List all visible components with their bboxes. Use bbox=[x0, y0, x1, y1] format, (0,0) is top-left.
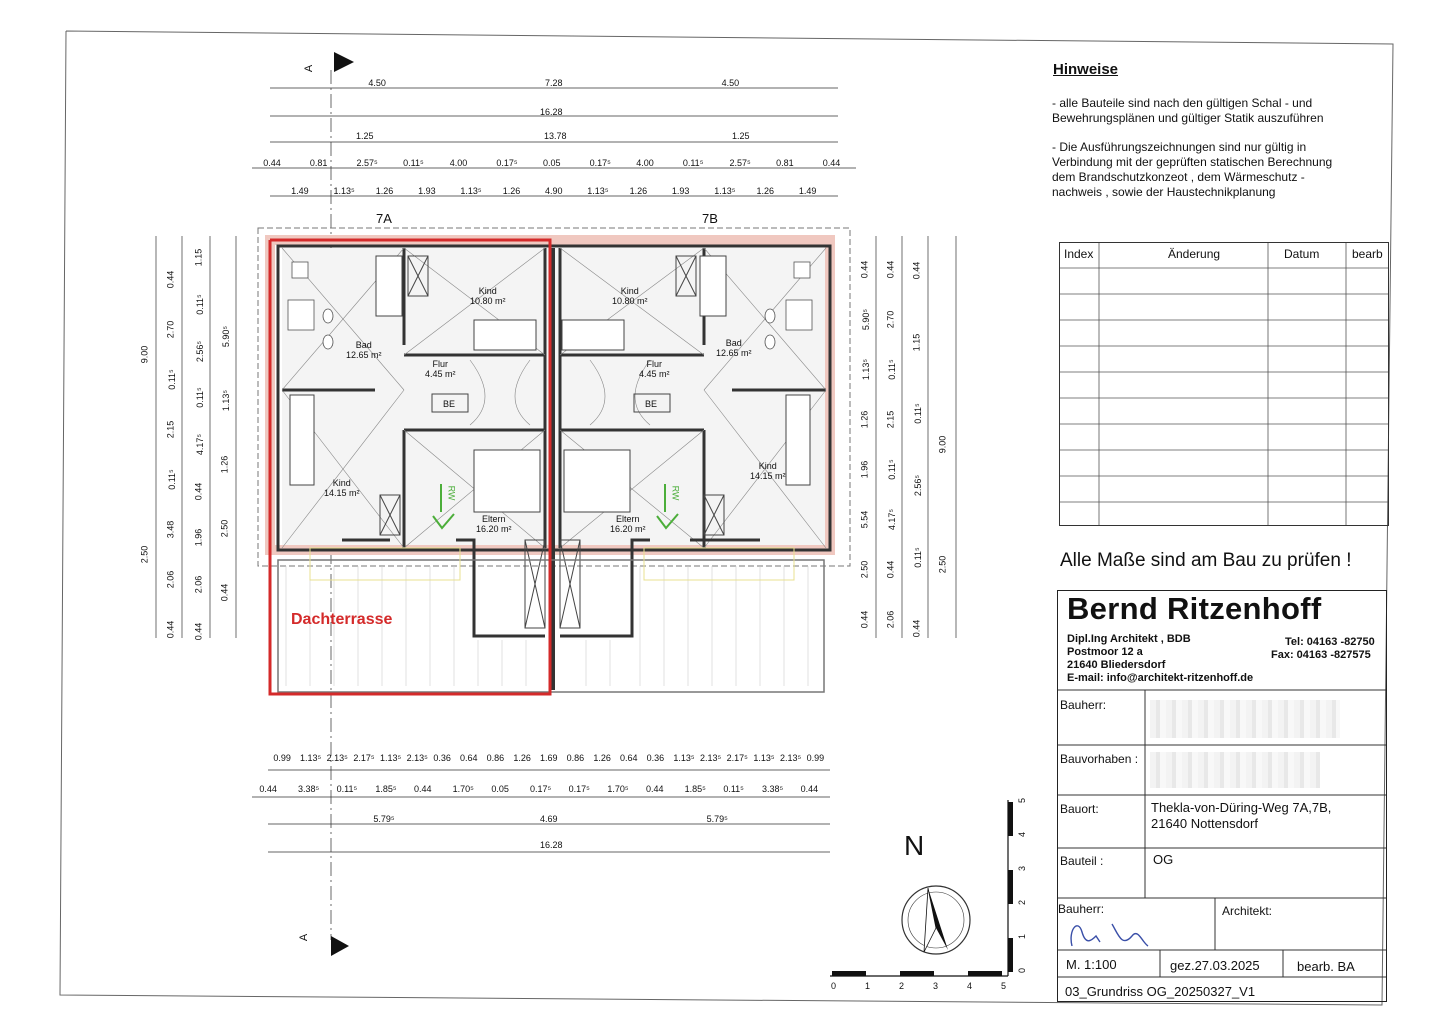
note-2-line-1: - Die Ausführungszeichnungen sind nur gültig in bbox=[1052, 140, 1307, 154]
left-dim-col1-1: 2.50 bbox=[139, 545, 150, 564]
bottom-dim-row1-18: 1.13⁵ bbox=[753, 753, 775, 763]
revision-table bbox=[1059, 242, 1389, 526]
scale-tick-h-5: 5 bbox=[1001, 981, 1007, 991]
rev-header-date: Datum bbox=[1284, 247, 1320, 261]
top-dim-row5-3: 1.93 bbox=[418, 186, 436, 196]
top-dim-row2-0: 16.28 bbox=[540, 107, 563, 117]
house-b-label: 7B bbox=[702, 211, 718, 226]
bottom-dim-row1-9: 1.26 bbox=[513, 753, 531, 763]
right-dim-col1-7: 0.44 bbox=[859, 610, 870, 629]
note-2-line-2: Verbindung mit der geprüften statischen Berechnung bbox=[1052, 155, 1333, 169]
note-2-line-4: nachweis , sowie der Haustechnikplanung bbox=[1052, 185, 1276, 199]
scale-tick-h-2: 2 bbox=[899, 981, 905, 991]
right-dim-col3-1: 1.15 bbox=[911, 333, 922, 351]
right-dim-col1-6: 2.50 bbox=[859, 560, 870, 579]
client-redacted bbox=[1150, 700, 1340, 738]
scale-tick-h-3: 3 bbox=[933, 981, 939, 991]
bottom-dim-row1-6: 0.36 bbox=[433, 753, 451, 763]
bottom-dim-row2-11: 1.85⁵ bbox=[684, 784, 706, 794]
right-dim-col2-0: 0.44 bbox=[885, 260, 896, 279]
top-dim-row5-6: 4.90 bbox=[545, 186, 563, 196]
bottom-dim-row2-9: 1.70⁵ bbox=[607, 784, 629, 794]
bottom-dim-row4-0: 16.28 bbox=[540, 840, 563, 850]
scale-tick-v-4: 4 bbox=[1017, 831, 1028, 838]
right-dim-col3-0: 0.44 bbox=[911, 261, 922, 280]
bottom-dim-row1-20: 0.99 bbox=[806, 753, 825, 763]
top-dim-row4-4: 4.00 bbox=[449, 158, 468, 168]
left-dim-col3-4: 4.17⁵ bbox=[195, 433, 206, 456]
bottom-dim-row2-3: 1.85⁵ bbox=[375, 784, 397, 794]
top-dim-row5-7: 1.13⁵ bbox=[587, 186, 609, 196]
right-dim-col2-2: 0.11⁵ bbox=[886, 359, 897, 380]
bottom-dim-row2-12: 0.11⁵ bbox=[723, 784, 744, 794]
scale-tick-h-4: 4 bbox=[967, 981, 973, 991]
top-dim-row1-2: 4.50 bbox=[721, 78, 740, 88]
scale-tick-v-5: 5 bbox=[1017, 797, 1028, 804]
scale-tick-h-1: 1 bbox=[865, 981, 871, 991]
left-dim-col4-1: 1.13⁵ bbox=[221, 389, 232, 412]
left-dim-col3-3: 0.11⁵ bbox=[194, 387, 205, 409]
left-dim-col2-4: 0.11⁵ bbox=[166, 469, 177, 490]
bottom-dim-row2-8: 0.17⁵ bbox=[568, 784, 590, 794]
bottom-dim-row3-0: 5.79⁵ bbox=[373, 814, 395, 824]
be-b-label: BE bbox=[645, 399, 658, 409]
top-dim-row1-0: 4.50 bbox=[368, 78, 386, 88]
right-dim-col1-2: 1.13⁵ bbox=[861, 358, 872, 381]
room-kind-a2: Kind 14.15 m² bbox=[324, 478, 360, 498]
right-dim-col1-5: 5.54 bbox=[859, 510, 870, 529]
top-dim-row5-0: 1.49 bbox=[291, 186, 309, 196]
left-dim-col2-2: 0.11⁵ bbox=[166, 369, 177, 390]
scale-tick-v-2: 2 bbox=[1017, 899, 1028, 906]
right-dim-col1-1: 5.90⁵ bbox=[861, 308, 872, 331]
bottom-dim-row1-11: 0.86 bbox=[566, 753, 585, 763]
bottom-dim-row2-4: 0.44 bbox=[414, 784, 432, 794]
note-2-line-3: dem Brandschutzkonzeot , dem Wärmeschutz - bbox=[1052, 170, 1305, 184]
architect-sign-label: Architekt: bbox=[1222, 904, 1273, 918]
left-dim-col3-6: 1.96 bbox=[193, 529, 204, 547]
top-dim-row3-2: 1.25 bbox=[732, 131, 750, 141]
top-dim-row5-1: 1.13⁵ bbox=[333, 186, 355, 196]
top-dim-row1-1: 7.28 bbox=[545, 78, 563, 88]
house-a-label: 7A bbox=[376, 211, 392, 226]
note-1-line-2: Bewehrungsplänen und gültiger Statik auszuführen bbox=[1052, 111, 1324, 125]
architect-name: Bernd Ritzenhoff bbox=[1067, 591, 1322, 626]
top-dim-row5-4: 1.13⁵ bbox=[460, 186, 482, 196]
right-dim-col3-3: 2.56⁵ bbox=[913, 474, 924, 496]
be-a-label: BE bbox=[443, 399, 456, 409]
bottom-dim-row2-2: 0.11⁵ bbox=[336, 784, 358, 794]
client-label: Bauherr: bbox=[1060, 698, 1107, 712]
bottom-dim-row2-14: 0.44 bbox=[800, 784, 819, 794]
top-dim-row4-8: 4.00 bbox=[636, 158, 654, 168]
bottom-dim-row1-3: 2.17⁵ bbox=[353, 753, 375, 763]
part-label: Bauteil : bbox=[1060, 854, 1104, 868]
bottom-dim-row2-13: 3.38⁵ bbox=[762, 784, 784, 794]
top-dim-row4-6: 0.05 bbox=[543, 158, 561, 168]
bottom-dim-row1-13: 0.64 bbox=[620, 753, 638, 763]
left-dim-col3-7: 2.06 bbox=[193, 575, 204, 594]
left-dim-col3-5: 0.44 bbox=[193, 482, 204, 500]
top-dim-row3-0: 1.25 bbox=[356, 131, 374, 141]
left-dim-col3-1: 0.11⁵ bbox=[194, 294, 205, 315]
bottom-dim-row1-2: 2.13⁵ bbox=[326, 753, 348, 763]
location-label: Bauort: bbox=[1060, 802, 1099, 816]
top-dim-row4-9: 0.11⁵ bbox=[682, 158, 704, 168]
part-value: OG bbox=[1153, 852, 1174, 867]
architect-street: Postmoor 12 a bbox=[1067, 646, 1143, 658]
left-dim-col4-4: 0.44 bbox=[219, 583, 230, 602]
editor-value: bearb. BA bbox=[1297, 959, 1355, 974]
file-name: 03_Grundriss OG_20250327_V1 bbox=[1065, 984, 1256, 999]
dimension-check-note: Alle Maße sind am Bau zu prüfen ! bbox=[1060, 550, 1352, 571]
top-dim-row4-5: 0.17⁵ bbox=[496, 158, 518, 168]
bottom-dim-row2-6: 0.05 bbox=[491, 784, 509, 794]
architect-city: 21640 Bliedersdorf bbox=[1067, 659, 1166, 671]
right-dim-col2-3: 2.15 bbox=[885, 410, 896, 429]
top-dim-row5-2: 1.26 bbox=[375, 186, 394, 196]
top-dim-row5-12: 1.49 bbox=[798, 186, 817, 196]
left-dim-col4-0: 5.90⁵ bbox=[221, 325, 232, 348]
top-dim-row5-8: 1.26 bbox=[629, 186, 648, 196]
top-dim-row4-12: 0.44 bbox=[822, 158, 841, 168]
top-dim-row4-7: 0.17⁵ bbox=[589, 158, 611, 168]
bottom-dim-row1-12: 1.26 bbox=[593, 753, 611, 763]
bottom-dim-row1-14: 0.36 bbox=[646, 753, 665, 763]
top-dim-row5-11: 1.26 bbox=[756, 186, 775, 196]
top-dim-row4-1: 0.81 bbox=[309, 158, 328, 168]
bottom-dim-row2-5: 1.70⁵ bbox=[452, 784, 474, 794]
rw-label-a: RW bbox=[446, 485, 457, 501]
notes-title: Hinweise bbox=[1053, 61, 1119, 78]
bottom-dim-row2-1: 3.38⁵ bbox=[298, 784, 320, 794]
location-line-1: Thekla-von-Düring-Weg 7A,7B, bbox=[1151, 800, 1332, 815]
left-dim-col2-5: 3.48 bbox=[165, 520, 176, 539]
rev-header-index: Index bbox=[1064, 247, 1094, 261]
top-dim-row5-10: 1.13⁵ bbox=[714, 186, 736, 196]
bottom-dim-row1-19: 2.13⁵ bbox=[780, 753, 802, 763]
project-label: Bauvorhaben : bbox=[1060, 752, 1139, 766]
room-bad-a: Bad 12.65 m² bbox=[346, 340, 382, 360]
note-1-line-1: - alle Bauteile sind nach den gültigen Schal - und bbox=[1052, 96, 1313, 110]
bottom-dim-row1-4: 1.13⁵ bbox=[380, 753, 402, 763]
scale-tick-v-3: 3 bbox=[1017, 865, 1028, 872]
bottom-dim-row2-7: 0.17⁵ bbox=[530, 784, 552, 794]
right-dim-col3-2: 0.11⁵ bbox=[912, 403, 923, 424]
location-line-2: 21640 Nottensdorf bbox=[1151, 816, 1258, 831]
bottom-dim-row1-1: 1.13⁵ bbox=[300, 753, 322, 763]
scale-value: M. 1:100 bbox=[1066, 957, 1117, 972]
north-label: N bbox=[904, 830, 925, 861]
client-sign-label: Bauherr: bbox=[1058, 902, 1105, 916]
left-dim-col4-3: 2.50 bbox=[219, 519, 230, 538]
bottom-dim-row1-16: 2.13⁵ bbox=[700, 753, 722, 763]
left-dim-col2-6: 2.06 bbox=[165, 570, 176, 589]
project-redacted bbox=[1150, 752, 1320, 788]
right-dim-col2-7: 2.06 bbox=[885, 610, 896, 629]
rev-header-editor: bearb bbox=[1352, 247, 1383, 261]
room-eltern-a: Eltern 16.20 m² bbox=[476, 514, 512, 534]
bottom-dim-row2-0: 0.44 bbox=[259, 784, 277, 794]
bottom-dim-row1-17: 2.17⁵ bbox=[726, 753, 748, 763]
architect-title: Dipl.Ing Architekt , BDB bbox=[1067, 633, 1191, 645]
drawn-date: gez.27.03.2025 bbox=[1170, 958, 1260, 973]
right-dim-col1-4: 1.96 bbox=[859, 460, 870, 479]
left-dim-col3-0: 1.15 bbox=[193, 249, 204, 267]
top-dim-row5-9: 1.93 bbox=[671, 186, 690, 196]
bottom-dim-row1-0: 0.99 bbox=[273, 753, 291, 763]
architect-fax: Fax: 04163 -827575 bbox=[1271, 649, 1371, 661]
right-dim-col2-4: 0.11⁵ bbox=[886, 459, 897, 480]
rev-header-change: Änderung bbox=[1168, 247, 1221, 261]
top-dim-row4-3: 0.11⁵ bbox=[403, 158, 424, 168]
left-dim-col2-1: 2.70 bbox=[165, 320, 176, 339]
room-kind-a1: Kind 10.80 m² bbox=[470, 286, 506, 306]
room-flur-a: Flur 4.45 m² bbox=[425, 359, 456, 379]
top-dim-row4-0: 0.44 bbox=[263, 158, 281, 168]
room-flur-b: Flur 4.45 m² bbox=[639, 359, 670, 379]
top-dim-row4-10: 2.57⁵ bbox=[729, 158, 751, 168]
bottom-dim-row1-15: 1.13⁵ bbox=[673, 753, 695, 763]
bottom-dim-row3-2: 5.79⁵ bbox=[706, 814, 728, 824]
right-dim-col2-1: 2.70 bbox=[885, 310, 896, 329]
bottom-dim-row1-10: 1.69 bbox=[540, 753, 558, 763]
top-dim-row4-11: 0.81 bbox=[776, 158, 794, 168]
scale-tick-v-0: 0 bbox=[1017, 967, 1028, 974]
rw-label-b: RW bbox=[670, 485, 681, 501]
architect-email: E-mail: info@architekt-ritzenhoff.de bbox=[1067, 672, 1254, 684]
bottom-dim-row1-8: 0.86 bbox=[486, 753, 505, 763]
left-dim-col3-2: 2.56⁵ bbox=[195, 340, 206, 362]
scale-tick-h-0: 0 bbox=[831, 981, 837, 991]
section-mark-top: A bbox=[303, 64, 316, 73]
bottom-dim-row1-5: 2.13⁵ bbox=[406, 753, 428, 763]
right-dim-col1-0: 0.44 bbox=[859, 260, 870, 279]
right-dim-col3-4: 0.11⁵ bbox=[912, 546, 923, 568]
left-dim-col2-3: 2.15 bbox=[165, 420, 176, 439]
right-dim-col4-1: 2.50 bbox=[937, 555, 948, 574]
right-dim-col1-3: 1.26 bbox=[859, 410, 870, 429]
left-dim-col2-7: 0.44 bbox=[165, 620, 176, 639]
left-dim-col2-0: 0.44 bbox=[165, 270, 176, 289]
section-mark-bottom: A bbox=[298, 933, 311, 942]
left-dim-col4-2: 1.26 bbox=[219, 455, 230, 474]
top-dim-row3-1: 13.78 bbox=[544, 131, 567, 141]
top-dim-row4-2: 2.57⁵ bbox=[356, 158, 378, 168]
left-dim-col1-0: 9.00 bbox=[139, 345, 150, 364]
bottom-dim-row1-7: 0.64 bbox=[460, 753, 478, 763]
room-eltern-b: Eltern 16.20 m² bbox=[610, 514, 646, 534]
bottom-dim-row3-1: 4.69 bbox=[540, 814, 558, 824]
room-kind-b1: Kind 10.80 m² bbox=[612, 286, 648, 306]
room-bad-b: Bad 12.65 m² bbox=[716, 338, 752, 358]
terrace-label: Dachterrasse bbox=[291, 611, 393, 628]
right-dim-col2-5: 4.17⁵ bbox=[887, 508, 898, 531]
top-dim-row5-5: 1.26 bbox=[502, 186, 521, 196]
right-dim-col4-0: 9.00 bbox=[937, 435, 948, 454]
right-dim-col2-6: 0.44 bbox=[885, 560, 896, 579]
architect-tel: Tel: 04163 -82750 bbox=[1285, 636, 1375, 648]
bottom-dim-row2-10: 0.44 bbox=[646, 784, 664, 794]
room-kind-b2: Kind 14.15 m² bbox=[750, 461, 786, 481]
scale-tick-v-1: 1 bbox=[1017, 933, 1028, 940]
right-dim-col3-5: 0.44 bbox=[911, 619, 922, 638]
left-dim-col3-8: 0.44 bbox=[193, 622, 204, 640]
